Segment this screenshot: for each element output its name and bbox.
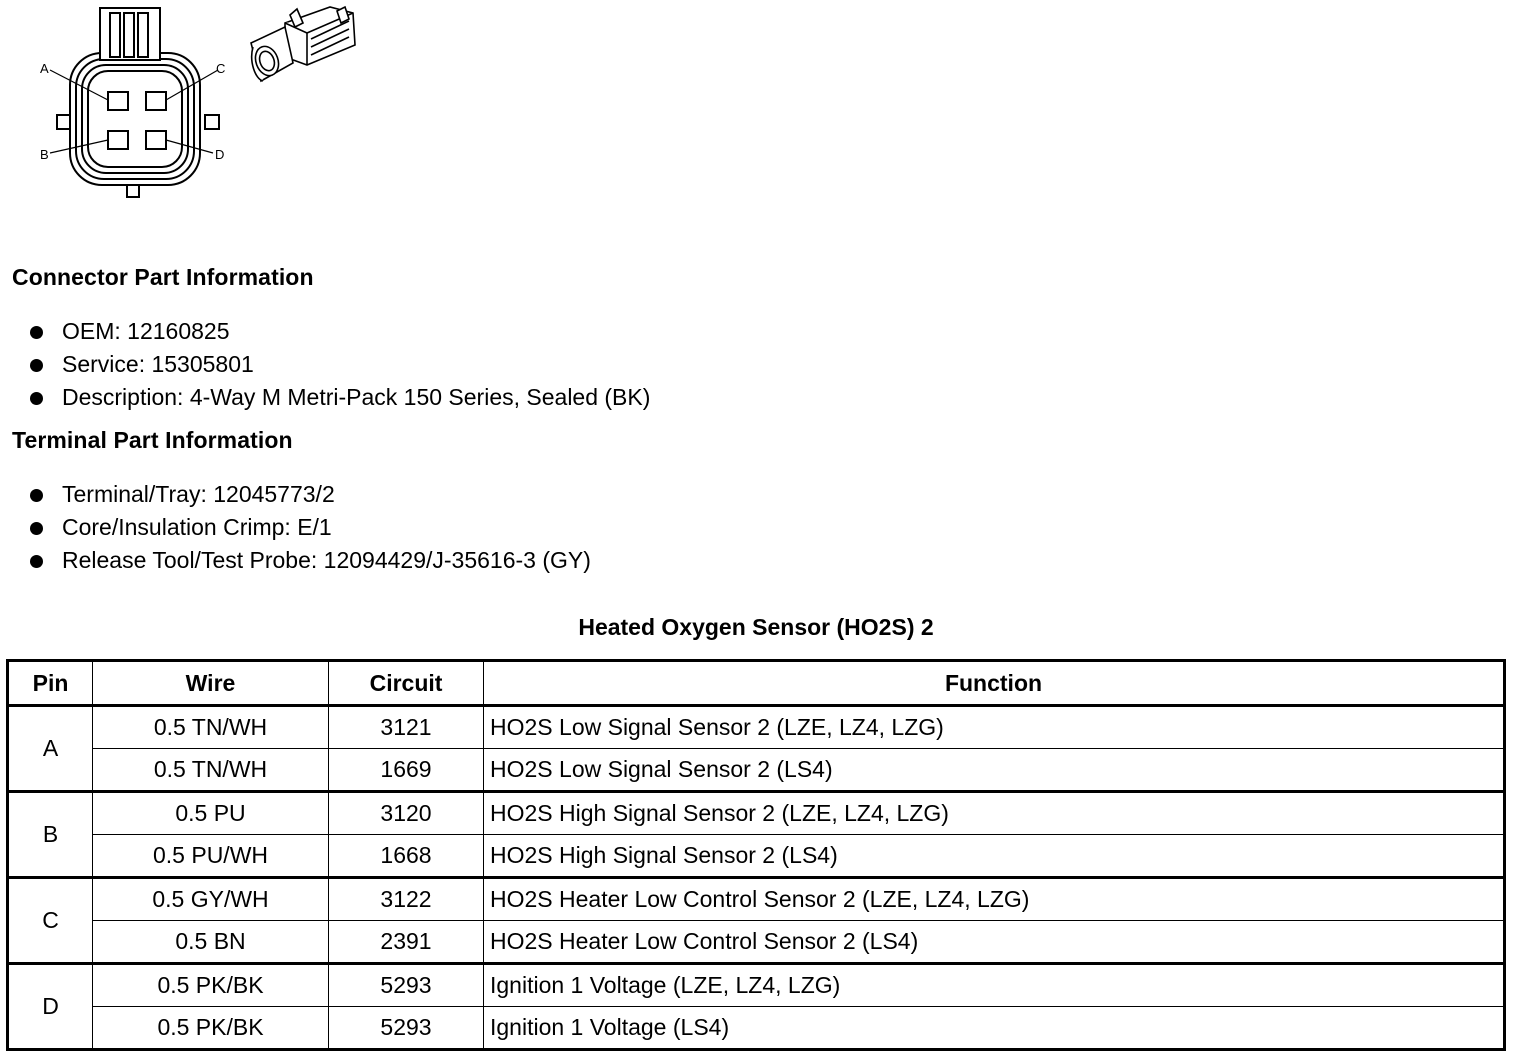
table-row: [8, 878, 1505, 921]
table-row: [8, 749, 1505, 792]
list-item: Description: 4-Way M Metri-Pack 150 Series, Sealed (BK): [28, 381, 650, 414]
wire-cell: 0.5 TN/WH: [93, 706, 329, 749]
pin-label-c: C: [216, 61, 226, 76]
table-header-row: [8, 661, 1505, 706]
connector-part-list: [28, 315, 650, 414]
function-cell: HO2S Heater Low Control Sensor 2 (LS4): [484, 921, 1505, 964]
circuit-cell: 1668: [329, 835, 484, 878]
circuit-cell: 5293: [329, 1007, 484, 1050]
table-row: [8, 706, 1505, 749]
wire-cell: 0.5 BN: [93, 921, 329, 964]
list-item: Terminal/Tray: 12045773/2: [28, 478, 591, 511]
header-function: Function: [484, 661, 1505, 706]
table-row: [8, 1007, 1505, 1050]
pin-label-a: A: [40, 61, 49, 76]
list-item: Core/Insulation Crimp: E/1: [28, 511, 591, 544]
table-title: Heated Oxygen Sensor (HO2S) 2: [578, 614, 934, 640]
pin-cell: D: [8, 964, 93, 1050]
pin-cell: B: [8, 792, 93, 878]
terminal-part-heading: Terminal Part Information: [12, 427, 293, 453]
wire-cell: 0.5 GY/WH: [93, 878, 329, 921]
table-row: [8, 964, 1505, 1007]
connector-part-heading: Connector Part Information: [12, 264, 314, 290]
circuit-cell: 2391: [329, 921, 484, 964]
function-cell: HO2S High Signal Sensor 2 (LZE, LZ4, LZG): [484, 792, 1505, 835]
function-cell: Ignition 1 Voltage (LS4): [484, 1007, 1505, 1050]
wire-cell: 0.5 PK/BK: [93, 964, 329, 1007]
terminal-part-list: [28, 478, 591, 577]
header-pin: Pin: [8, 661, 93, 706]
circuit-cell: 3121: [329, 706, 484, 749]
function-cell: HO2S Low Signal Sensor 2 (LS4): [484, 749, 1505, 792]
wire-cell: 0.5 PU/WH: [93, 835, 329, 878]
pin-label-b: B: [40, 147, 49, 162]
function-cell: Ignition 1 Voltage (LZE, LZ4, LZG): [484, 964, 1505, 1007]
wire-cell: 0.5 PK/BK: [93, 1007, 329, 1050]
function-cell: HO2S Low Signal Sensor 2 (LZE, LZ4, LZG): [484, 706, 1505, 749]
header-wire: Wire: [93, 661, 329, 706]
table-row: [8, 792, 1505, 835]
list-item: Service: 15305801: [28, 348, 650, 381]
function-cell: HO2S High Signal Sensor 2 (LS4): [484, 835, 1505, 878]
circuit-cell: 3120: [329, 792, 484, 835]
connector-face-diagram: [30, 5, 230, 200]
circuit-cell: 5293: [329, 964, 484, 1007]
wire-cell: 0.5 TN/WH: [93, 749, 329, 792]
header-circuit: Circuit: [329, 661, 484, 706]
list-item: OEM: 12160825: [28, 315, 650, 348]
table-row: [8, 835, 1505, 878]
pinout-table: [6, 659, 1506, 1051]
table-row: [8, 921, 1505, 964]
circuit-cell: 3122: [329, 878, 484, 921]
pin-cell: C: [8, 878, 93, 964]
wire-cell: 0.5 PU: [93, 792, 329, 835]
function-cell: HO2S Heater Low Control Sensor 2 (LZE, LZ4, LZG): [484, 878, 1505, 921]
list-item: Release Tool/Test Probe: 12094429/J-35616-3 (GY): [28, 544, 591, 577]
pin-label-d: D: [215, 147, 225, 162]
connector-isometric-image: [245, 5, 360, 90]
circuit-cell: 1669: [329, 749, 484, 792]
pin-cell: A: [8, 706, 93, 792]
